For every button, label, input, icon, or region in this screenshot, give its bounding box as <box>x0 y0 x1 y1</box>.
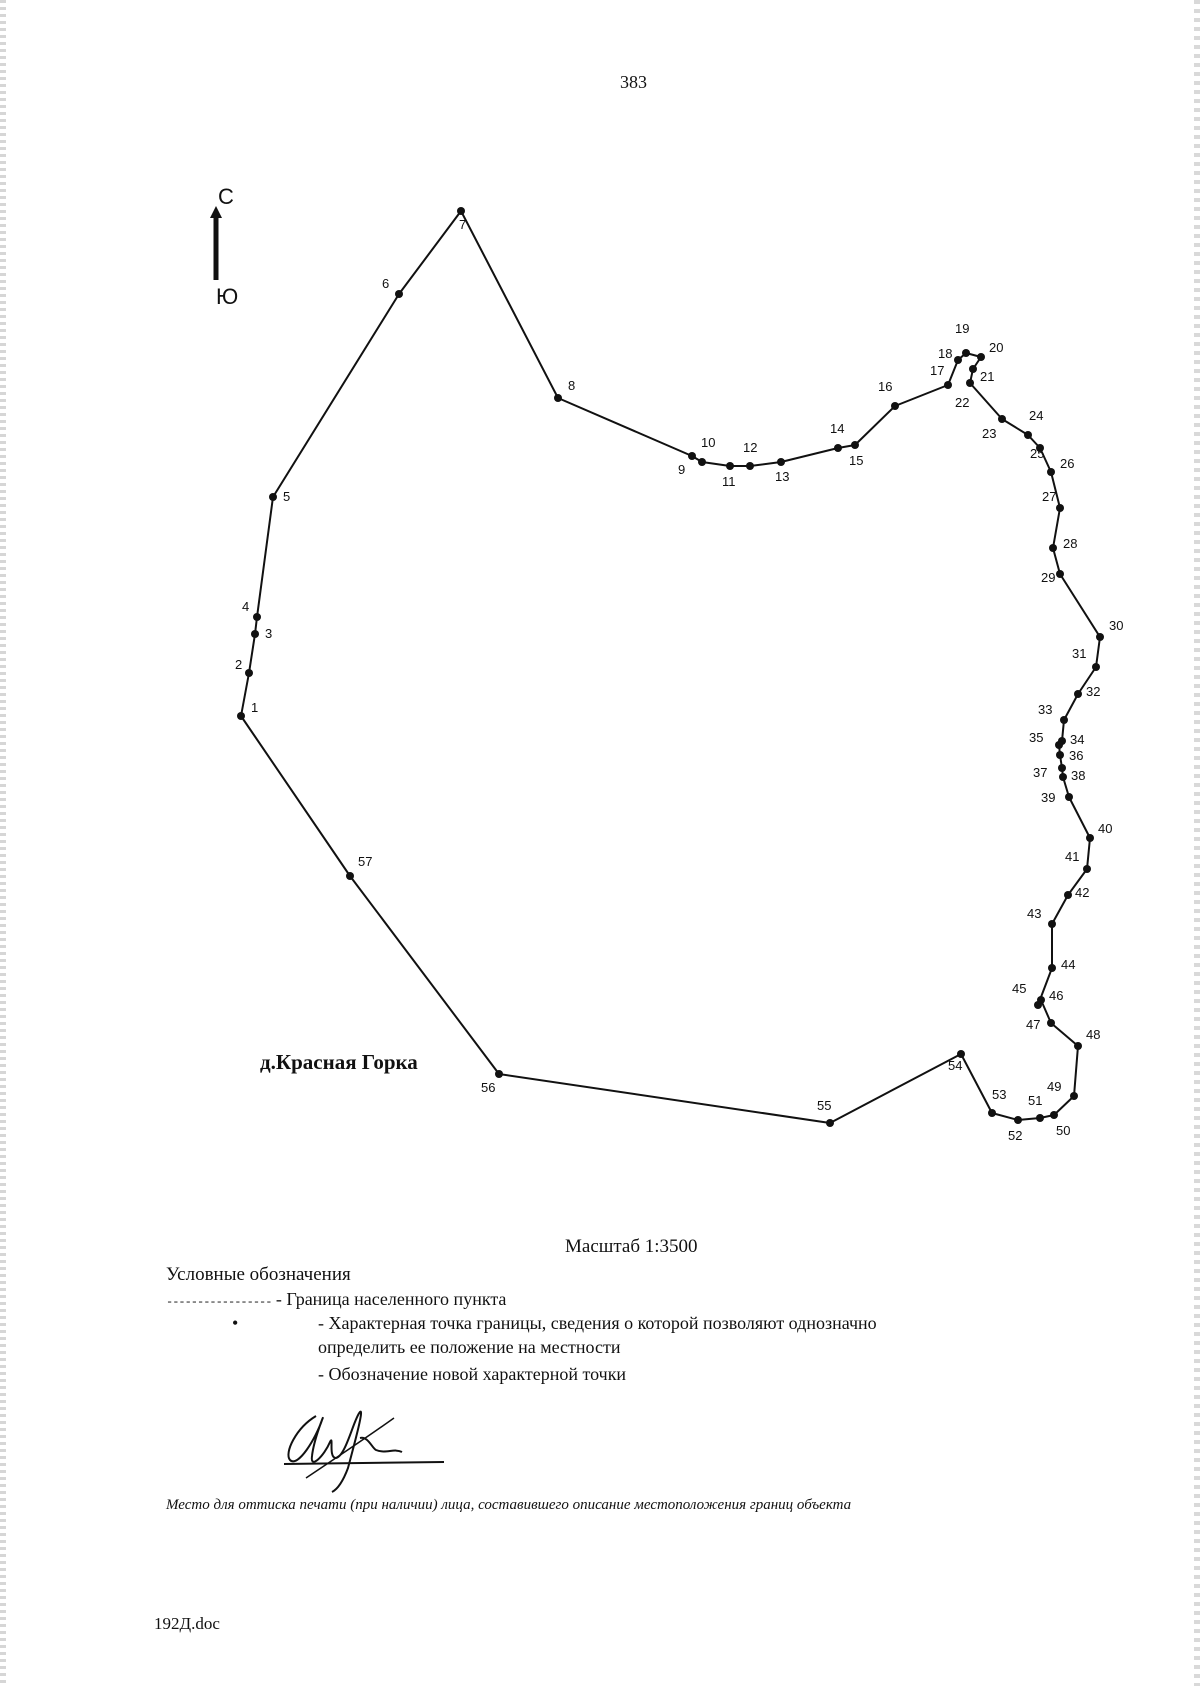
boundary-point-label-51: 51 <box>1028 1093 1043 1108</box>
boundary-point-27 <box>1056 504 1064 512</box>
boundary-point-21 <box>969 365 977 373</box>
boundary-point-54 <box>957 1050 965 1058</box>
boundary-point-47 <box>1047 1019 1055 1027</box>
signature <box>276 1398 456 1498</box>
boundary-point-49 <box>1070 1092 1078 1100</box>
legend-point-text: - Характерная точка границы, сведения о которой позволяют однозначно <box>318 1313 877 1333</box>
boundary-point-label-9: 9 <box>678 462 686 477</box>
boundary-point-6 <box>395 290 403 298</box>
boundary-point-label-16: 16 <box>878 379 893 394</box>
boundary-point-5 <box>269 493 277 501</box>
boundary-point-46 <box>1037 996 1045 1004</box>
boundary-point-39 <box>1065 793 1073 801</box>
boundary-point-label-25: 25 <box>1030 446 1045 461</box>
legend-title: Условные обозначения <box>166 1264 351 1285</box>
boundary-point-53 <box>988 1109 996 1117</box>
boundary-point-label-41: 41 <box>1065 849 1080 864</box>
boundary-point-label-39: 39 <box>1041 790 1056 805</box>
boundary-point-52 <box>1014 1116 1022 1124</box>
boundary-point-label-4: 4 <box>242 599 250 614</box>
boundary-point-13 <box>777 458 785 466</box>
legend-new-point-text: - Обозначение новой характерной точки <box>318 1364 627 1384</box>
boundary-point-31 <box>1092 663 1100 671</box>
boundary-point-36 <box>1056 751 1064 759</box>
boundary-point-label-54: 54 <box>948 1058 963 1073</box>
legend-point-symbol: • <box>232 1313 239 1333</box>
boundary-point-label-21: 21 <box>980 369 995 384</box>
settlement-name: д.Красная Горка <box>260 1050 418 1074</box>
boundary-point-label-14: 14 <box>830 421 845 436</box>
document-filename: 192Д.doc <box>154 1614 220 1633</box>
boundary-point-57 <box>346 872 354 880</box>
boundary-point-32 <box>1074 690 1082 698</box>
boundary-point-label-29: 29 <box>1041 570 1056 585</box>
boundary-point-12 <box>746 462 754 470</box>
boundary-point-label-57: 57 <box>358 854 373 869</box>
boundary-point-label-7: 7 <box>459 217 467 232</box>
boundary-point-label-44: 44 <box>1061 957 1076 972</box>
boundary-point-43 <box>1048 920 1056 928</box>
boundary-point-label-30: 30 <box>1109 618 1124 633</box>
boundary-point-3 <box>251 630 259 638</box>
boundary-point-55 <box>826 1119 834 1127</box>
boundary-point-label-10: 10 <box>701 435 716 450</box>
boundary-point-label-42: 42 <box>1075 885 1090 900</box>
boundary-point-30 <box>1096 633 1104 641</box>
boundary-point-44 <box>1048 964 1056 972</box>
boundary-point-label-38: 38 <box>1071 768 1086 783</box>
page-number: 383 <box>620 72 647 92</box>
boundary-point-10 <box>698 458 706 466</box>
boundary-point-8 <box>554 394 562 402</box>
boundary-point-29 <box>1056 570 1064 578</box>
boundary-point-14 <box>834 444 842 452</box>
boundary-point-28 <box>1049 544 1057 552</box>
boundary-point-22 <box>966 379 974 387</box>
boundary-point-label-11: 11 <box>722 474 736 489</box>
north-label: С <box>218 184 234 209</box>
boundary-point-17 <box>944 381 952 389</box>
south-label: Ю <box>216 284 239 309</box>
boundary-point-label-28: 28 <box>1063 536 1078 551</box>
boundary-point-label-37: 37 <box>1033 765 1048 780</box>
boundary-point-label-3: 3 <box>265 626 273 641</box>
legend-boundary-row <box>166 1289 506 1310</box>
boundary-point-label-17: 17 <box>930 363 945 378</box>
boundary-point-56 <box>495 1070 503 1078</box>
boundary-point-label-43: 43 <box>1027 906 1042 921</box>
boundary-point-4 <box>253 613 261 621</box>
boundary-point-label-31: 31 <box>1072 646 1087 661</box>
boundary-point-label-45: 45 <box>1012 981 1027 996</box>
boundary-point-label-13: 13 <box>775 469 790 484</box>
boundary-point-label-27: 27 <box>1042 489 1057 504</box>
boundary-point-51 <box>1036 1114 1044 1122</box>
boundary-point-18 <box>954 356 962 364</box>
boundary-point-label-15: 15 <box>849 453 864 468</box>
boundary-point-15 <box>851 441 859 449</box>
boundary-point-label-36: 36 <box>1069 748 1084 763</box>
boundary-point-label-55: 55 <box>817 1098 832 1113</box>
boundary-point-label-18: 18 <box>938 346 953 361</box>
boundary-point-label-8: 8 <box>568 378 576 393</box>
boundary-point-7 <box>457 207 465 215</box>
boundary-point-1 <box>237 712 245 720</box>
boundary-point-2 <box>245 669 253 677</box>
legend-dashed-line-symbol: ----------------- <box>166 1295 272 1309</box>
legend-boundary-text: - Граница населенного пункта <box>275 1289 507 1309</box>
boundary-point-label-6: 6 <box>382 276 390 291</box>
boundary-point-9 <box>688 452 696 460</box>
boundary-point-35 <box>1055 741 1063 749</box>
boundary-point-label-34: 34 <box>1070 732 1085 747</box>
boundary-point-33 <box>1060 716 1068 724</box>
map-scale: Масштаб 1:3500 <box>565 1236 698 1257</box>
boundary-points-layer <box>235 207 1123 1143</box>
boundary-point-40 <box>1086 834 1094 842</box>
stamp-place-caption: Место для оттиска печати (при наличии) лица, составившего описание местоположения границ объекта <box>166 1497 852 1513</box>
boundary-point-label-19: 19 <box>955 321 970 336</box>
boundary-point-37 <box>1058 764 1066 772</box>
boundary-point-label-49: 49 <box>1047 1079 1062 1094</box>
boundary-point-24 <box>1024 431 1032 439</box>
boundary-point-38 <box>1059 773 1067 781</box>
boundary-point-label-2: 2 <box>235 657 243 672</box>
boundary-point-label-40: 40 <box>1098 821 1113 836</box>
boundary-point-label-1: 1 <box>251 700 259 715</box>
boundary-point-label-48: 48 <box>1086 1027 1101 1042</box>
boundary-point-16 <box>891 402 899 410</box>
boundary-point-50 <box>1050 1111 1058 1119</box>
boundary-point-42 <box>1064 891 1072 899</box>
boundary-point-label-56: 56 <box>481 1080 496 1095</box>
boundary-point-label-23: 23 <box>982 426 997 441</box>
boundary-point-label-53: 53 <box>992 1087 1007 1102</box>
boundary-point-label-24: 24 <box>1029 408 1044 423</box>
boundary-point-11 <box>726 462 734 470</box>
boundary-point-19 <box>962 349 970 357</box>
boundary-point-41 <box>1083 865 1091 873</box>
boundary-point-label-5: 5 <box>283 489 291 504</box>
boundary-point-label-32: 32 <box>1086 684 1101 699</box>
boundary-point-label-12: 12 <box>743 440 758 455</box>
legend-point-text-continued: определить ее положение на местности <box>318 1337 621 1357</box>
boundary-point-label-50: 50 <box>1056 1123 1071 1138</box>
boundary-point-26 <box>1047 468 1055 476</box>
boundary-point-20 <box>977 353 985 361</box>
boundary-point-label-46: 46 <box>1049 988 1064 1003</box>
settlement-boundary-line <box>241 211 1100 1123</box>
boundary-point-label-33: 33 <box>1038 702 1053 717</box>
boundary-point-label-52: 52 <box>1008 1128 1023 1143</box>
boundary-point-label-26: 26 <box>1060 456 1075 471</box>
boundary-point-label-20: 20 <box>989 340 1004 355</box>
boundary-point-label-35: 35 <box>1029 730 1044 745</box>
boundary-point-48 <box>1074 1042 1082 1050</box>
boundary-point-label-22: 22 <box>955 395 970 410</box>
boundary-point-23 <box>998 415 1006 423</box>
boundary-point-label-47: 47 <box>1026 1017 1041 1032</box>
